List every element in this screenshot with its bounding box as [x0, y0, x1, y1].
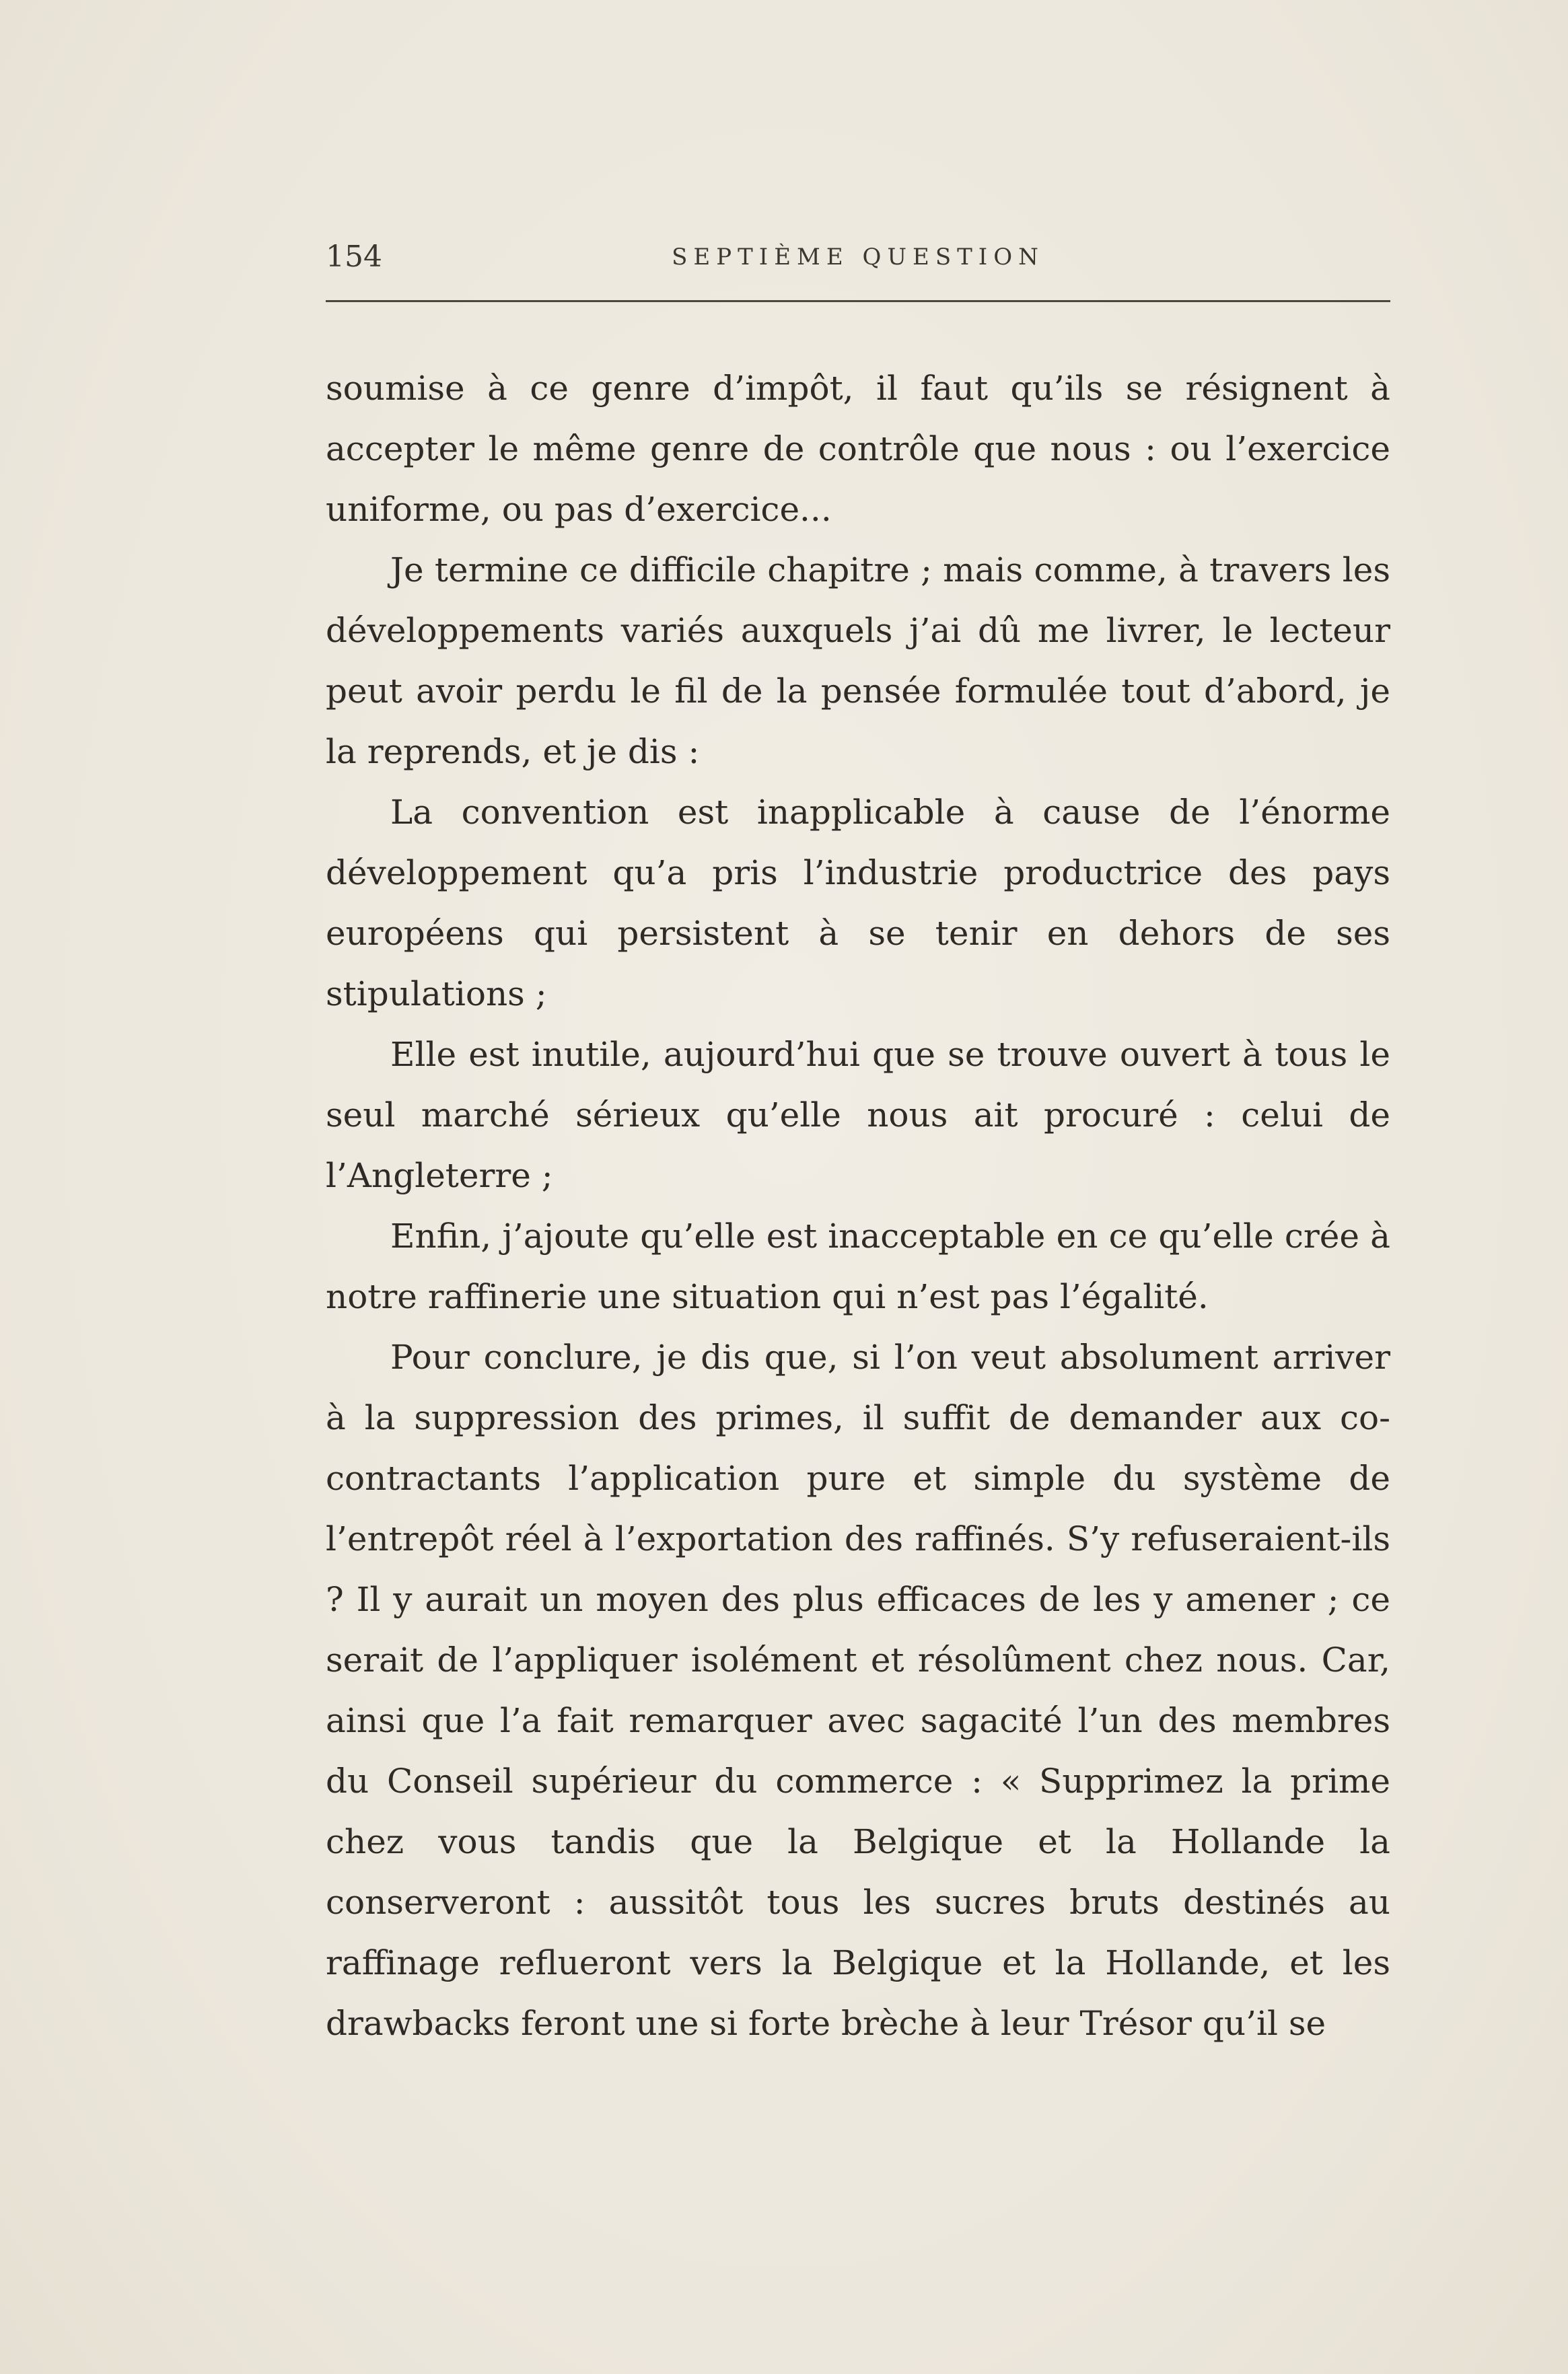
paragraph: soumise à ce genre d’impôt, il faut qu’ils se résignent à accepter le même genre de contrôle que nous : ou l’exercice uniforme, ou pas d’exercice... — [326, 369, 1390, 529]
paragraph: Pour conclure, je dis que, si l’on veut absolument arriver à la suppression des primes, il suffit de demander aux co-contractants l’application pure et simple du système de l’entrepôt réel à l’exportation des raffinés. S’y refuseraient-ils ? Il y aurait un moyen des plus efficaces de les y amener ; ce serait de l’appliquer isolément et résolûment chez nous. Car, ainsi que l’a fait remarquer avec sagacité l’un des membres du Conseil supérieur du commerce : « Supprimez la prime chez vous tandis que la Belgique et la Hollande la conserveront : aussitôt tous les sucres bruts destinés au raffinage reflueront vers la Belgique et la Hollande, et les drawbacks feront une si forte brèche à leur Trésor qu’il se — [326, 1338, 1390, 2043]
paragraph: Enfin, j’ajoute qu’elle est inacceptable en ce qu’elle crée à notre raffinerie une situation qui n’est pas l’égalité. — [326, 1217, 1390, 1316]
paragraph: La convention est inapplicable à cause de l’énorme développement qu’a pris l’industrie productrice des pays européens qui persistent à se tenir en dehors de ses stipulations ; — [326, 793, 1390, 1013]
page-header — [326, 237, 1390, 277]
paragraph: Je termine ce difficile chapitre ; mais comme, à travers les développements variés auxquels j’ai dû me livrer, le lecteur peut avoir perdu le fil de la pensée formulée tout d’abord, je la reprends, et je dis : — [326, 550, 1390, 771]
header-rule — [326, 300, 1390, 302]
paragraph: Elle est inutile, aujourd’hui que se trouve ouvert à tous le seul marché sérieux qu’elle nous ait procuré : celui de l’Angleterre ; — [326, 1035, 1390, 1195]
running-title: SEPTIÈME QUESTION — [672, 244, 1044, 271]
body-text — [326, 358, 1390, 2054]
page-number: 154 — [326, 240, 382, 274]
